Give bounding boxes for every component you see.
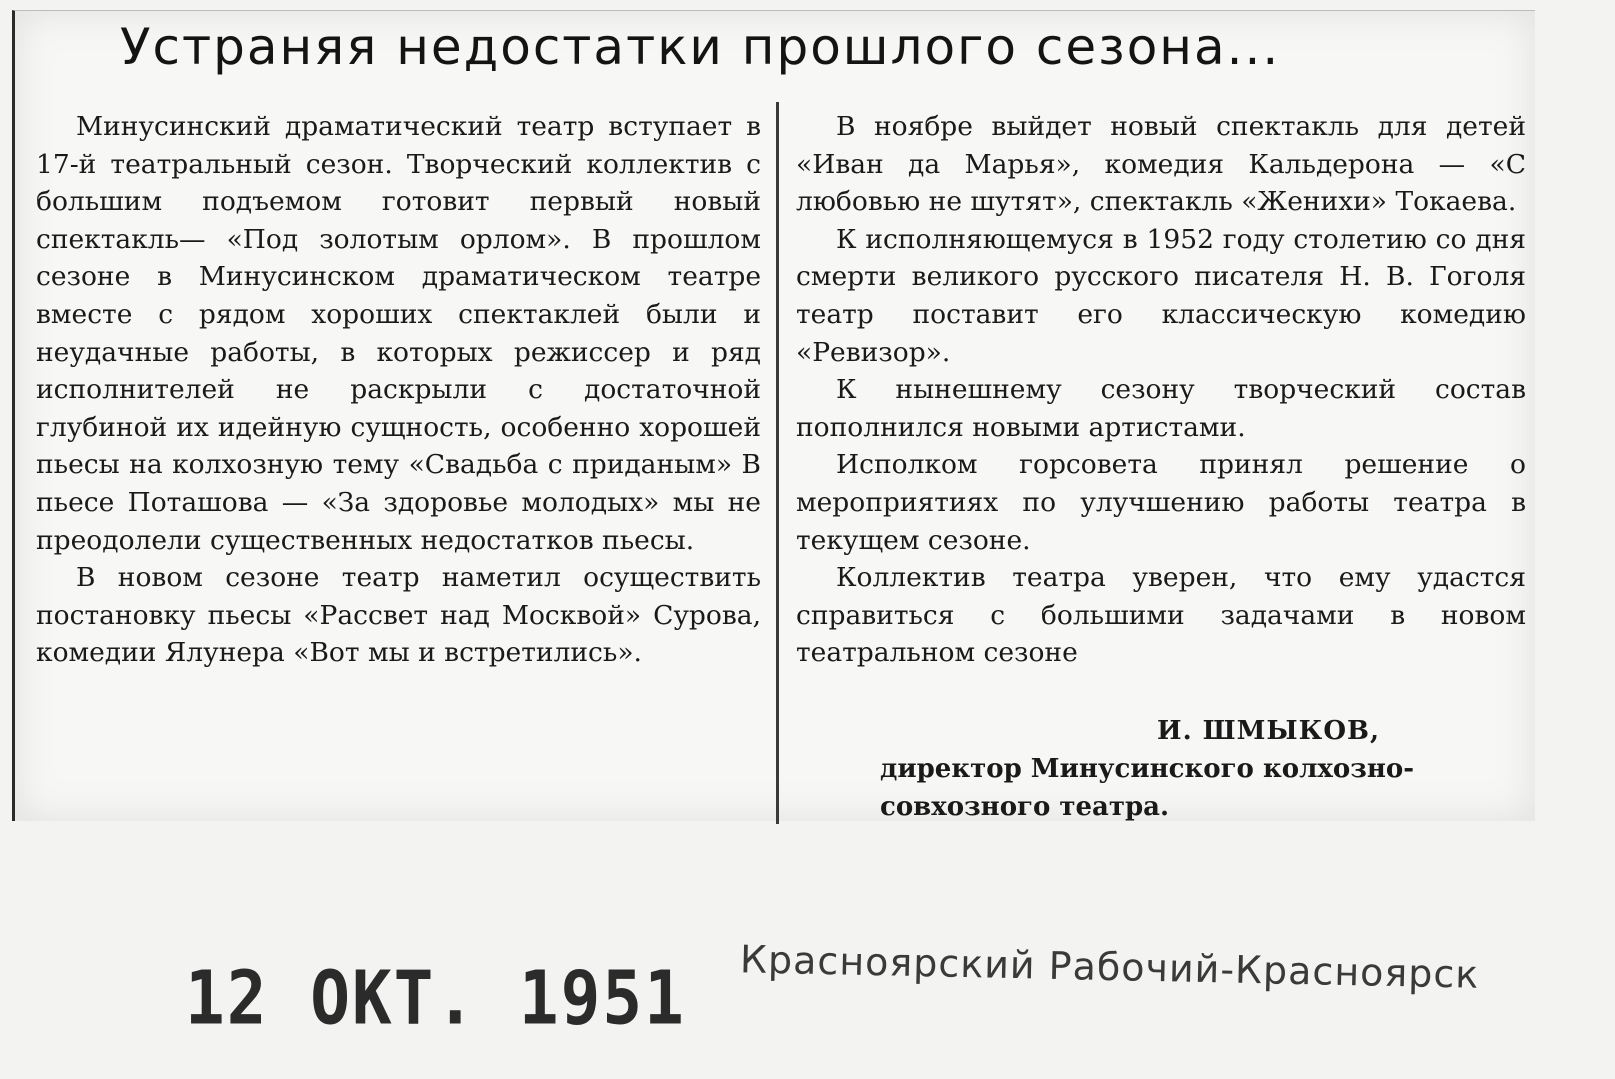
author-signature: [880, 712, 1480, 826]
article-paragraph: В ноябре выйдет новый спектакль для детей «Иван да Марья», комедия Кальдерона — «С любовью не шутят», спектакль «Женихи» Токаева.: [796, 111, 1526, 218]
author-name: И. ШМЫКОВ,: [1157, 716, 1380, 746]
date-stamp: 12 ОКТ. 1951: [185, 955, 686, 1042]
newspaper-source-stamp: Красноярский Рабочий-Красноярск: [739, 937, 1480, 997]
article-headline: Устраняя недостатки прошлого сезона...: [120, 18, 1281, 76]
article-left-column: [36, 108, 761, 672]
article-paragraph: К нынешнему сезону творческий состав пополнился новыми артистами.: [796, 374, 1526, 443]
article-paragraph: Исполком горсовета принял решение о мероприятиях по улучшению работы театра в текущем сезоне.: [796, 449, 1526, 556]
article-paragraph: Минусинский драматический театр вступает в 17-й театральный сезон. Творческий коллектив с большим подъемом готовит первый новый спектакль— «Под золотым орлом». В прошлом сезоне в Минусинском драматическом театре вместе с рядом хороших спектаклей были и неудачные работы, в которых режиссер и ряд исполнителей не раскрыли с достаточной глубиной их идейную сущность, особенно хорошей пьесы на колхозную тему «Свадьба с приданым» В пьесе Поташова — «За здоровье молодых» мы не преодолели существенных недостатков пьесы.: [36, 111, 761, 556]
column-divider: [776, 102, 779, 824]
article-paragraph: В новом сезоне театр наметил осуществить постановку пьесы «Рассвет над Москвой» Сурова, комедии Ялунера «Вот мы и встретились».: [36, 562, 761, 669]
article-paragraph: Коллектив театра уверен, что ему удастся справиться с большими задачами в новом театральном сезоне: [796, 562, 1526, 669]
article-right-column: [796, 108, 1526, 672]
article-paragraph: К исполняющемуся в 1952 году столетию со дня смерти великого русского писателя Н. В. Гоголя театр поставит его классическую комедию «Ревизор».: [796, 223, 1526, 368]
author-title: директор Минусинского колхозно-совхозного театра.: [880, 754, 1415, 822]
